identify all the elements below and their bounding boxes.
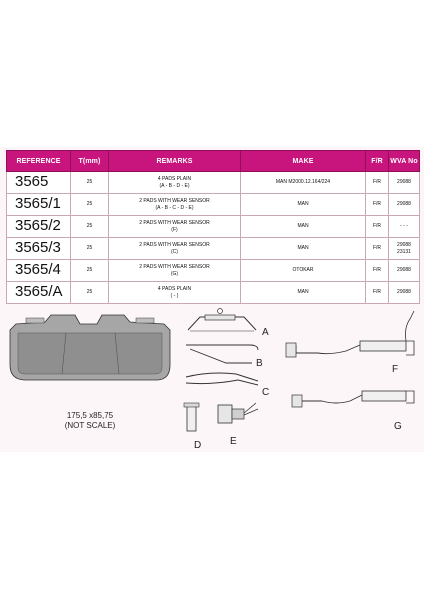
remarks-line: (F) (171, 226, 178, 233)
col-header-reference: REFERENCE (7, 151, 71, 172)
fr-cell: F/R (366, 172, 389, 194)
remarks-cell (109, 194, 241, 216)
reference-cell: 3565/1 (7, 194, 71, 216)
wva-line: - - - (400, 223, 408, 230)
wva-cell (389, 238, 420, 260)
fr-cell: F/R (366, 260, 389, 282)
remarks-line: 4 PADS PLAIN (157, 286, 192, 293)
remarks-line: (A - B - D - E) (159, 182, 190, 189)
remarks-line: (C) (171, 248, 178, 255)
part-e-connector (218, 403, 258, 447)
thickness-cell: 25 (71, 238, 109, 260)
thickness-cell: 25 (71, 260, 109, 282)
part-label-f: F (392, 364, 399, 375)
table-row (7, 282, 420, 304)
make-cell: OTOKAR (241, 260, 366, 282)
part-label-d: D (194, 440, 202, 450)
fr-cell: F/R (366, 194, 389, 216)
table-header-row (7, 151, 420, 172)
remarks-line: 2 PADS WITH WEAR SENSOR (139, 198, 210, 205)
reference-cell: 3565/A (7, 282, 71, 304)
wva-line: 29088 (397, 242, 411, 249)
thickness-cell: 25 (71, 194, 109, 216)
remarks-cell (109, 238, 241, 260)
part-f-sensor-harness (286, 311, 414, 375)
remarks-line: 2 PADS WITH WEAR SENSOR (139, 242, 210, 249)
remarks-line: 4 PADS PLAIN (157, 176, 192, 183)
fr-cell: F/R (366, 238, 389, 260)
reference-cell: 3565/3 (7, 238, 71, 260)
remarks-line: 2 PADS WITH WEAR SENSOR (139, 220, 210, 227)
part-d-sleeve (184, 403, 201, 450)
table-row (7, 260, 420, 282)
make-cell: MAN (241, 282, 366, 304)
part-label-e: E (230, 436, 237, 447)
thickness-cell: 25 (71, 172, 109, 194)
part-label-a: A (262, 327, 269, 338)
remarks-line: (G) (170, 270, 179, 277)
wva-line: 29088 (397, 179, 411, 186)
wva-line: 29088 (397, 201, 411, 208)
reference-cell: 3565 (7, 172, 71, 194)
scale-note: (NOT SCALE) (64, 421, 116, 430)
reference-table (6, 150, 420, 304)
wva-line: 29088 (397, 289, 411, 296)
table-row (7, 238, 420, 260)
col-header-fr: F/R (366, 151, 389, 172)
remarks-cell (109, 282, 241, 304)
fr-cell: F/R (366, 216, 389, 238)
thickness-cell: 25 (71, 282, 109, 304)
wva-cell (389, 216, 420, 238)
part-b-spring (186, 345, 263, 369)
remarks-cell (109, 216, 241, 238)
reference-cell: 3565/4 (7, 260, 71, 282)
table-row (7, 194, 420, 216)
fr-cell: F/R (366, 282, 389, 304)
part-label-b: B (256, 358, 263, 369)
wva-cell (389, 260, 420, 282)
reference-cell: 3565/2 (7, 216, 71, 238)
remarks-cell (109, 260, 241, 282)
part-label-c: C (262, 387, 270, 398)
part-c-wire (186, 373, 269, 398)
technical-drawings (0, 305, 424, 450)
brake-pad-drawing (10, 315, 170, 430)
wva-cell (389, 282, 420, 304)
table-row (7, 172, 420, 194)
thickness-cell: 25 (71, 216, 109, 238)
remarks-line: (A - B - C - D - E) (155, 204, 194, 211)
col-header-thickness: T(mm) (71, 151, 109, 172)
remarks-line: 2 PADS WITH WEAR SENSOR (139, 264, 210, 271)
part-a-clip (188, 309, 269, 339)
wva-line: 29088 (397, 267, 411, 274)
col-header-make: MAKE (241, 151, 366, 172)
make-cell: MAN (241, 194, 366, 216)
remarks-cell (109, 172, 241, 194)
wva-line: 23131 (397, 248, 411, 255)
make-cell: MAN (241, 238, 366, 260)
part-g-sensor-harness (292, 391, 414, 432)
col-header-wva: WVA No (389, 151, 420, 172)
make-cell: MAN (241, 216, 366, 238)
pad-dimensions: 175,5 x85,75 (66, 411, 114, 420)
wva-cell (389, 172, 420, 194)
wva-cell (389, 194, 420, 216)
part-label-g: G (394, 421, 402, 432)
make-cell: MAN M2000.12.164/224 (241, 172, 366, 194)
col-header-remarks: REMARKS (109, 151, 241, 172)
remarks-line: ( - ) (170, 292, 179, 299)
table-row (7, 216, 420, 238)
